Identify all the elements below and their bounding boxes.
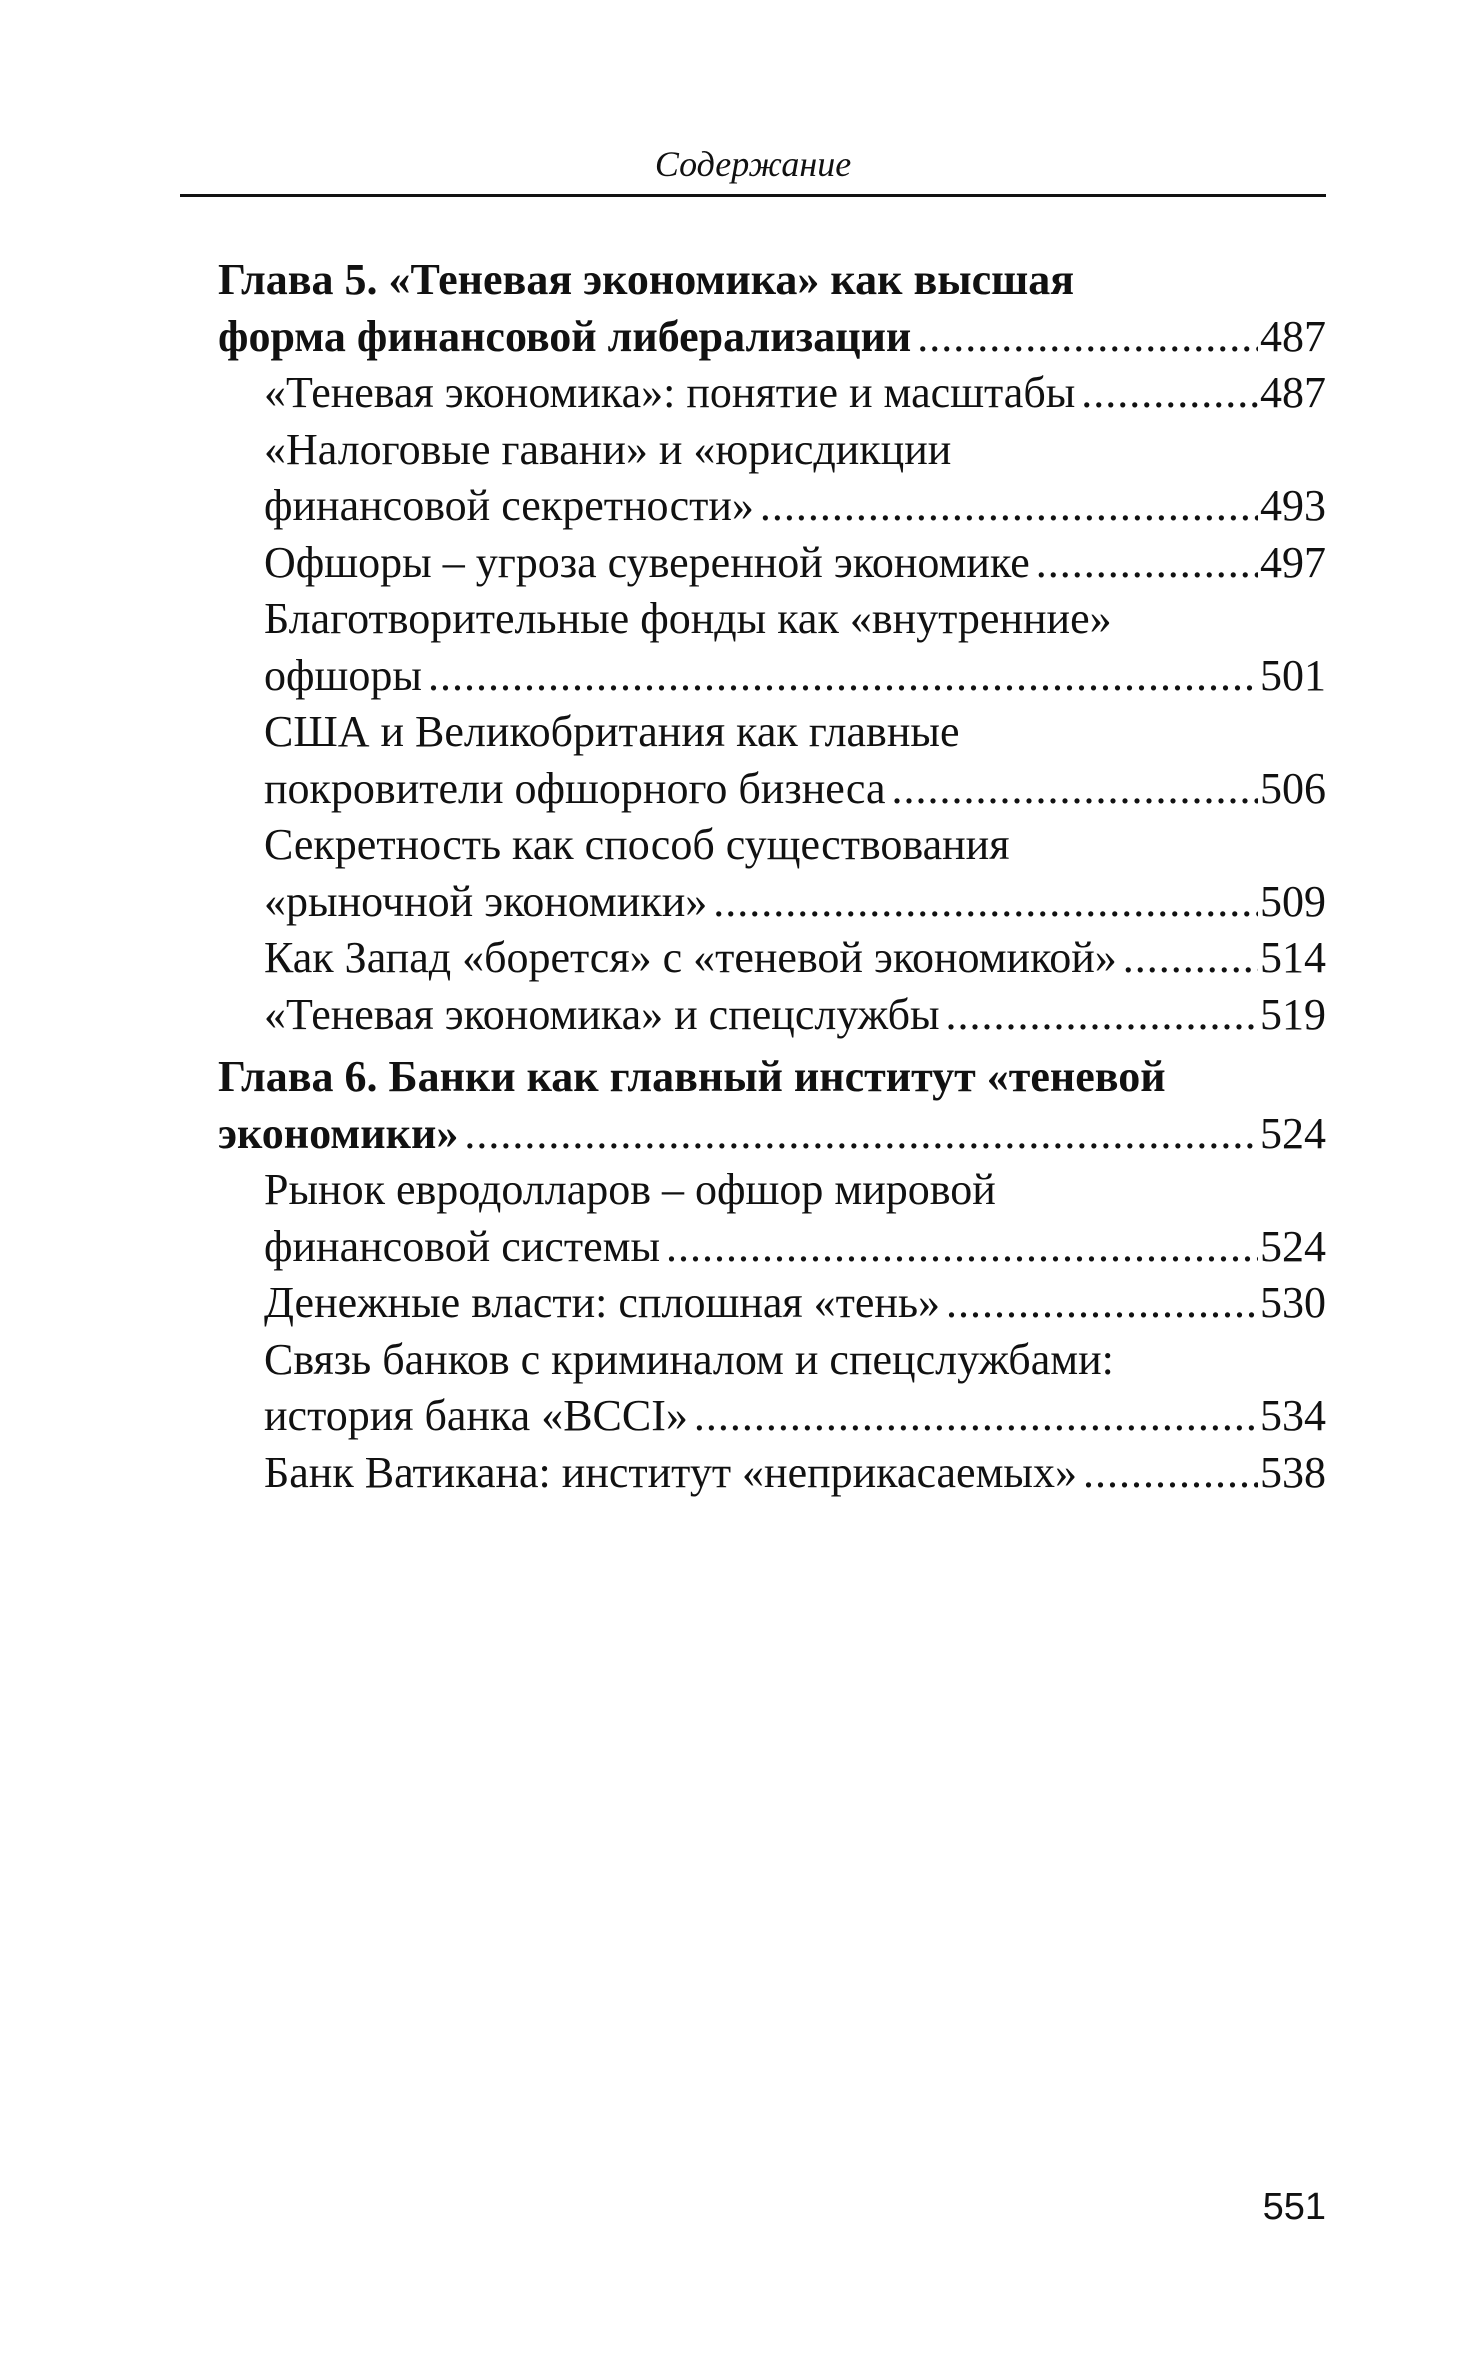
dot-leader [694, 1388, 1258, 1445]
section-title: Офшоры – угроза суверенной экономике [264, 537, 1030, 587]
section-title: Рынок евродолларов – офшор мировой [264, 1165, 996, 1214]
section-page-number: 509 [1260, 876, 1326, 926]
section-title: Секретность как способ существования [264, 820, 1010, 869]
section-title: «рыночной экономики» [264, 876, 708, 926]
section-title: Связь банков с криминалом и спецслужбами: [264, 1334, 1114, 1384]
dot-leader [1083, 1445, 1258, 1502]
toc-section [218, 591, 1326, 704]
section-title: Банк Ватикана: институт «неприкасаемых» [264, 1447, 1077, 1497]
chapter-page-number: 487 [1260, 311, 1326, 361]
section-page-number: 534 [1260, 1391, 1326, 1440]
section-title: финансовой системы [264, 1221, 660, 1271]
toc-section [218, 1162, 1326, 1275]
section-page-number: 524 [1260, 1221, 1326, 1271]
dot-leader [1123, 930, 1258, 987]
toc-section [218, 365, 1326, 422]
dot-leader [428, 648, 1258, 705]
section-title: «Теневая экономика»: понятие и масштабы [264, 368, 1076, 417]
toc-section [218, 817, 1326, 930]
table-of-contents [218, 252, 1326, 1501]
section-title: Благотворительные фонды как «внутренние» [264, 594, 1112, 643]
dot-leader [946, 987, 1258, 1044]
section-page-number: 497 [1260, 537, 1326, 587]
dot-leader [1081, 365, 1258, 422]
section-page-number: 487 [1260, 368, 1326, 417]
dot-leader [1036, 535, 1258, 592]
toc-chapter-5 [218, 252, 1326, 365]
section-title: Денежные власти: сплошная «тень» [264, 1278, 941, 1327]
toc-section [218, 704, 1326, 817]
section-page-number: 538 [1260, 1447, 1326, 1497]
dot-leader [760, 478, 1258, 535]
section-title: финансовой секретности» [264, 481, 754, 530]
section-page-number: 514 [1260, 933, 1326, 982]
dot-leader [891, 761, 1258, 818]
chapter-title-line: экономики» [218, 1108, 459, 1158]
dot-leader [464, 1106, 1258, 1163]
toc-section [218, 1275, 1326, 1332]
toc-section [218, 987, 1326, 1044]
dot-leader [917, 309, 1258, 366]
chapter-title-line: Глава 6. Банки как главный институт «теневой [218, 1052, 1166, 1101]
section-title: покровители офшорного бизнеса [264, 763, 886, 813]
toc-section [218, 1445, 1326, 1502]
section-page-number: 501 [1260, 650, 1326, 700]
chapter-page-number: 524 [1260, 1108, 1326, 1158]
section-page-number: 506 [1260, 763, 1326, 813]
toc-chapter-6 [218, 1049, 1326, 1162]
section-title: «Налоговые гавани» и «юрисдикции [264, 424, 952, 474]
toc-section [218, 535, 1326, 592]
section-page-number: 530 [1260, 1278, 1326, 1327]
section-page-number: 493 [1260, 481, 1326, 530]
dot-leader [666, 1219, 1258, 1276]
section-title: Как Запад «борется» с «теневой экономикой» [264, 933, 1117, 982]
toc-section [218, 930, 1326, 987]
chapter-title-line: Глава 5. «Теневая экономика» как высшая [218, 255, 1075, 304]
section-title: история банка «BCCI» [264, 1391, 688, 1440]
section-page-number: 519 [1260, 989, 1326, 1039]
toc-section [218, 422, 1326, 535]
section-title: «Теневая экономика» и спецслужбы [264, 989, 940, 1039]
chapter-title-line: форма финансовой либерализации [218, 311, 912, 361]
header-rule [180, 194, 1326, 197]
running-title: Содержание [654, 144, 852, 184]
dot-leader [946, 1275, 1258, 1332]
dot-leader [713, 874, 1258, 931]
toc-section [218, 1332, 1326, 1445]
page-number: 551 [1262, 2186, 1326, 2228]
section-title: офшоры [264, 650, 422, 700]
section-title: США и Великобритания как главные [264, 707, 960, 756]
